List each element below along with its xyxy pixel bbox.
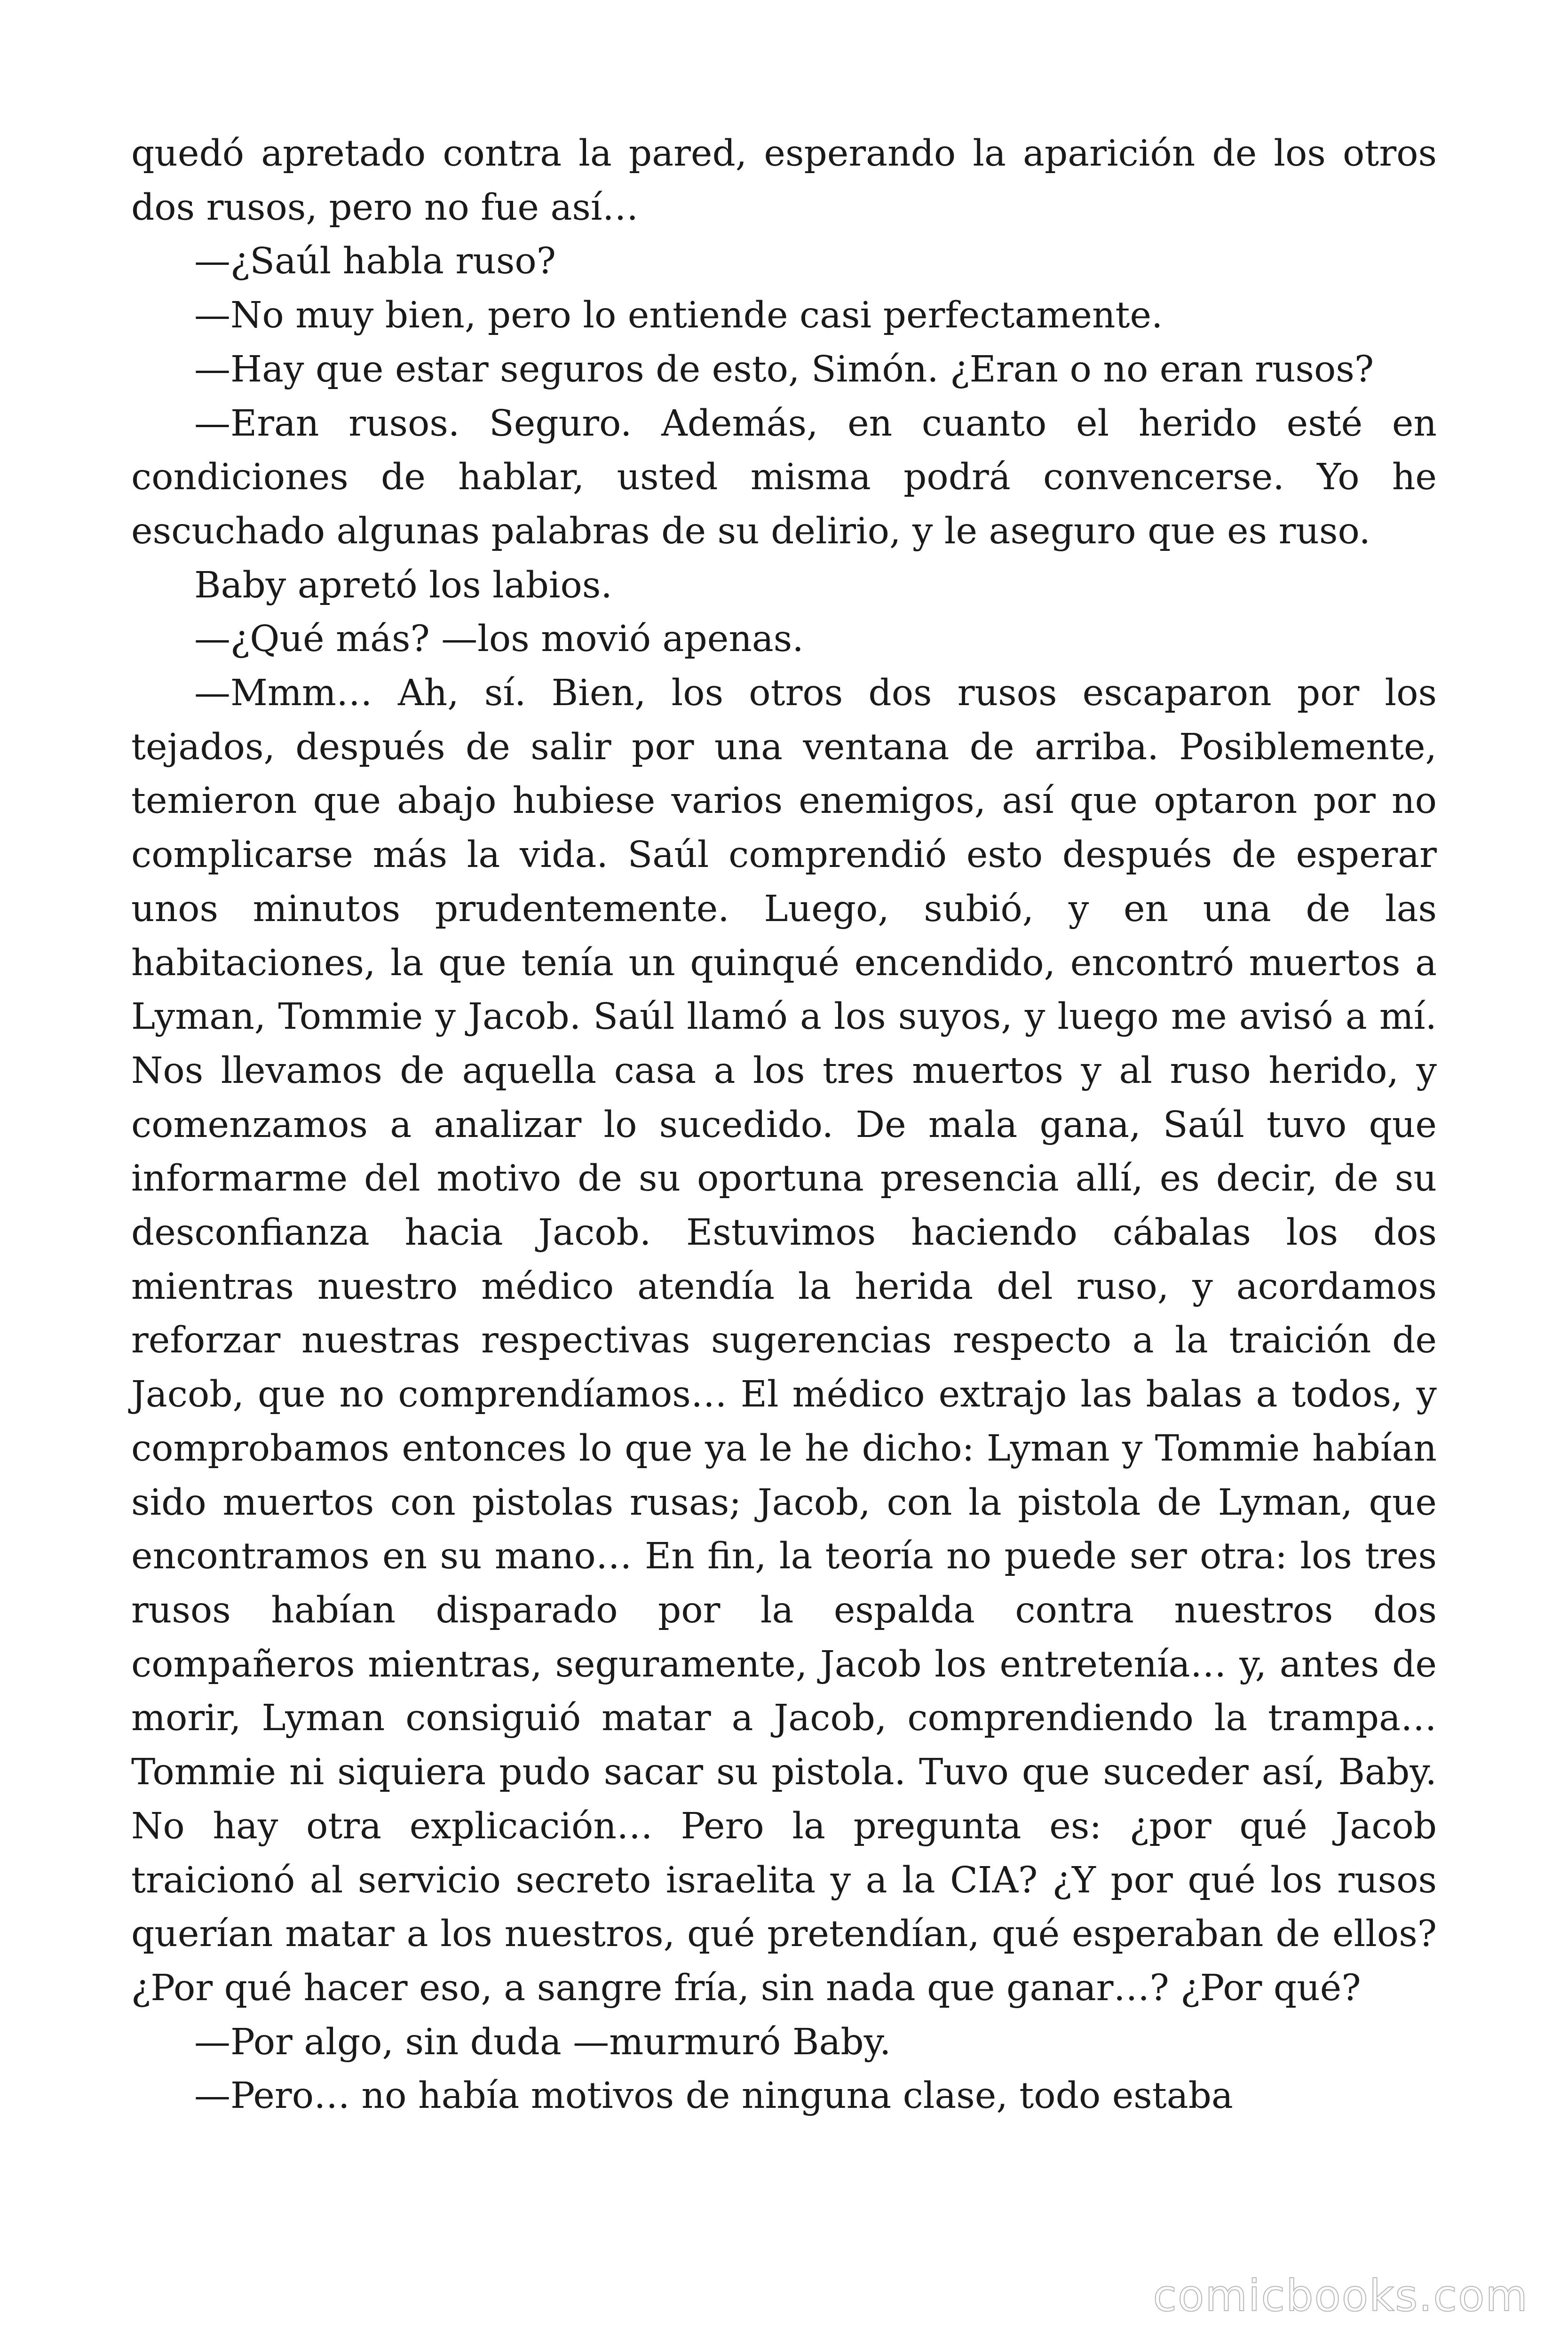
paragraph-dialogue: —Mmm… Ah, sí. Bien, los otros dos rusos escaparon por los tejados, después de salir por una ventana de arriba. Posiblemente, temieron que abajo hubiese varios enemigos, así que optaron por no complicarse más la vida. Saúl comprendió esto después de esperar unos minutos prudentemente. Luego, subió, y en una de las habitaciones, la que tenía un quinqué encendido, encontró muertos a Lyman, Tommie y Jacob. Saúl llamó a los suyos, y luego me avisó a mí. Nos llevamos de aquella casa a los tres muertos y al ruso herido, y comenzamos a analizar lo sucedido. De mala gana, Saúl tuvo que informarme del motivo de su oportuna presencia allí, es decir, de su desconfianza hacia Jacob. Estuvimos haciendo cábalas los dos mientras nuestro médico atendía la herida del ruso, y acordamos reforzar nuestras respectivas sugerencias respecto a la traición de Jacob, que no comprendíamos… El médico extrajo las balas a todos, y comprobamos entonces lo que ya le he dicho: Lyman y Tommie habían sido muertos con pistolas rusas; Jacob, con la pistola de Lyman, que encontramos en su mano… En fin, la teoría no puede ser otra: los tres rusos habían disparado por la espalda contra nuestros dos compañeros mientras, seguramente, Jacob los entretenía… y, antes de morir, Lyman consiguió matar a Jacob, comprendiendo la trampa… Tommie ni siquiera pudo sacar su pistola. Tuvo que suceder así, Baby. No hay otra explicación… Pero la pregunta es: ¿por qué Jacob traicionó al servicio secreto israelita y a la CIA? ¿Y por qué los rusos querían matar a los nuestros, qué pretendían, qué esperaban de ellos? ¿Por qué hacer eso, a sangre fría, sin nada que ganar…? ¿Por qué?: [131, 672, 1437, 2009]
paragraph-dialogue: —¿Qué más? —los movió apenas.: [194, 618, 804, 660]
paragraph-dialogue: —¿Saúl habla ruso?: [194, 240, 556, 283]
paragraph-dialogue: —Pero… no había motivos de ninguna clase, todo estaba: [194, 2075, 1233, 2117]
paragraph-dialogue: —Por algo, sin duda —murmuró Baby.: [194, 2021, 891, 2063]
paragraph-narration: Baby apretó los labios.: [194, 564, 612, 606]
paragraph-continuation: quedó apretado contra la pared, esperando la aparición de los otros dos rusos, pero no fue así…: [131, 133, 1437, 229]
page-body: [131, 127, 1437, 2123]
paragraph-dialogue: —No muy bien, pero lo entiende casi perfectamente.: [194, 294, 1163, 337]
paragraph-dialogue: —Eran rusos. Seguro. Además, en cuanto el herido esté en condiciones de hablar, usted misma podrá convencerse. Yo he escuchado algunas palabras de su delirio, y le aseguro que es ruso.: [131, 402, 1437, 552]
paragraph-dialogue: —Hay que estar seguros de esto, Simón. ¿Eran o no eran rusos?: [194, 348, 1374, 390]
watermark: comicbooks.com: [1153, 2271, 1528, 2321]
